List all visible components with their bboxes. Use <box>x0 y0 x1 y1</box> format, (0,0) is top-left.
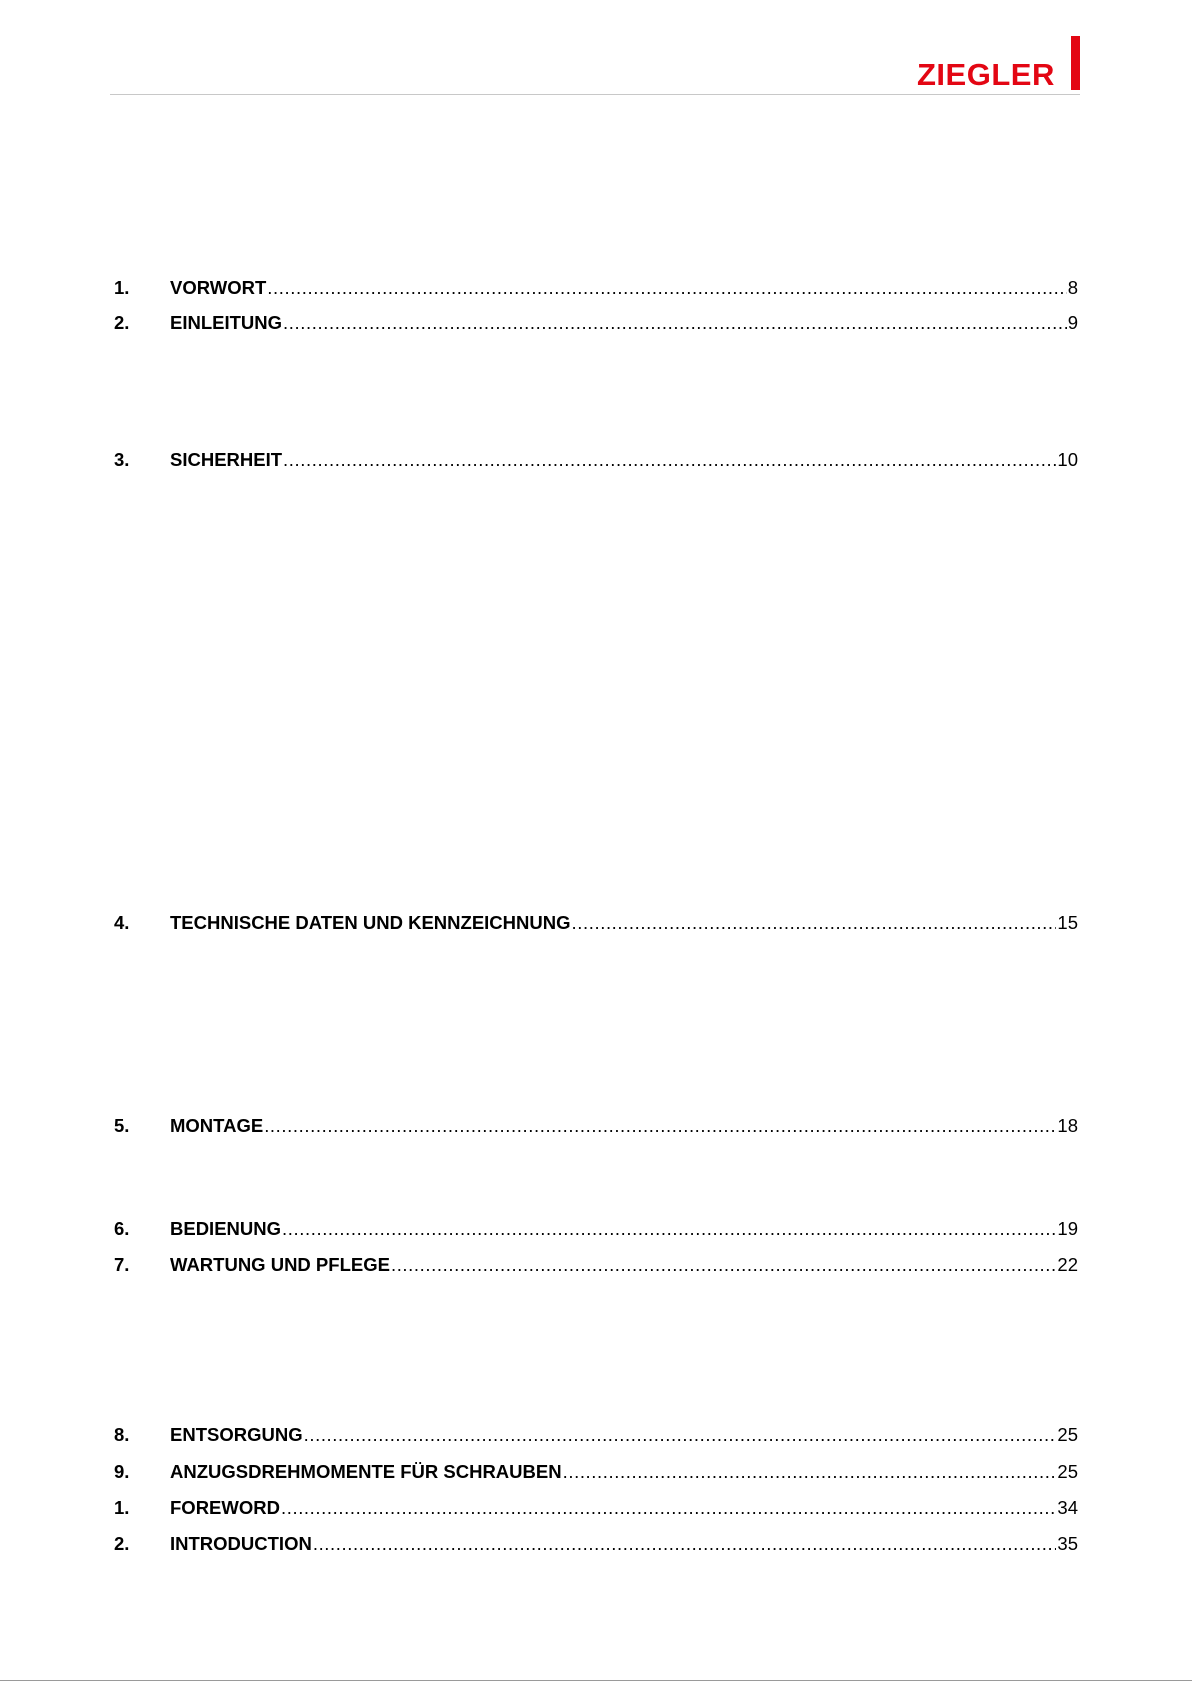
toc-entry[interactable] <box>114 1497 1078 1523</box>
toc-entry-title: ENTSORGUNG <box>170 1424 303 1445</box>
toc-entry-page: 25 <box>1057 1461 1078 1482</box>
toc-entry[interactable] <box>114 312 1078 338</box>
toc-dot-leader <box>572 912 1057 934</box>
toc-entry-number: 9. <box>114 1461 130 1482</box>
toc-dot-leader <box>281 1497 1056 1519</box>
toc-entry[interactable] <box>114 1115 1078 1141</box>
toc-entry-number: 2. <box>114 1533 130 1554</box>
toc-entry-title: EINLEITUNG <box>170 312 283 333</box>
toc-entry-number: 1. <box>114 1497 130 1518</box>
page-bottom-edge <box>0 1680 1192 1681</box>
ziegler-logo <box>917 36 1080 90</box>
toc-entry-number: 6. <box>114 1218 130 1239</box>
toc-entry[interactable] <box>114 912 1078 938</box>
toc-entry-title: TECHNISCHE DATEN UND KENNZEICHNUNG <box>170 912 571 933</box>
toc-entry-title: FOREWORD <box>170 1497 280 1518</box>
toc-entry-page: 18 <box>1057 1115 1078 1136</box>
header-divider <box>110 94 1080 95</box>
toc-entry-title: INTRODUCTION <box>170 1533 312 1554</box>
toc-entry-number: 5. <box>114 1115 130 1136</box>
toc-entry-page: 22 <box>1057 1254 1078 1275</box>
toc-entry-title: SICHERHEIT <box>170 449 283 470</box>
toc-entry-title: ANZUGSDREHMOMENTE FÜR SCHRAUBEN <box>170 1461 562 1482</box>
toc-entry-page: 34 <box>1057 1497 1078 1518</box>
toc-entry[interactable] <box>114 277 1078 303</box>
toc-entry-number: 2. <box>114 312 130 333</box>
toc-entry-number: 8. <box>114 1424 130 1445</box>
toc-entry-page: 35 <box>1057 1533 1078 1554</box>
toc-dot-leader <box>313 1533 1057 1555</box>
toc-dot-leader <box>267 277 1066 299</box>
toc-dot-leader <box>264 1115 1056 1137</box>
toc-entry-page: 9 <box>1067 312 1078 333</box>
toc-entry-page: 15 <box>1057 912 1078 933</box>
toc-entry-title: BEDIENUNG <box>170 1218 282 1239</box>
toc-dot-leader <box>282 1218 1056 1240</box>
toc-entry[interactable] <box>114 1218 1078 1244</box>
logo-bar <box>1071 36 1080 90</box>
toc-entry[interactable] <box>114 449 1078 475</box>
toc-dot-leader <box>304 1424 1057 1446</box>
toc-entry[interactable] <box>114 1424 1078 1450</box>
toc-entry-page: 19 <box>1057 1218 1078 1239</box>
toc-entry[interactable] <box>114 1533 1078 1559</box>
toc-entry-number: 4. <box>114 912 130 933</box>
toc-dot-leader <box>563 1461 1057 1483</box>
toc-entry-page: 8 <box>1067 277 1078 298</box>
toc-entry[interactable] <box>114 1254 1078 1280</box>
toc-entry-title: MONTAGE <box>170 1115 264 1136</box>
toc-entry-title: VORWORT <box>170 277 267 298</box>
logo-wordmark: ZIEGLER <box>917 57 1055 92</box>
toc-entry-page: 10 <box>1057 449 1078 470</box>
toc-entry-number: 7. <box>114 1254 130 1275</box>
toc-entry-page: 25 <box>1057 1424 1078 1445</box>
toc-entry-number: 1. <box>114 277 130 298</box>
toc-entry[interactable] <box>114 1461 1078 1487</box>
toc-entry-title: WARTUNG UND PFLEGE <box>170 1254 390 1275</box>
toc-dot-leader <box>283 312 1067 334</box>
toc-dot-leader <box>283 449 1056 471</box>
toc-entry-number: 3. <box>114 449 130 470</box>
toc-dot-leader <box>391 1254 1056 1276</box>
